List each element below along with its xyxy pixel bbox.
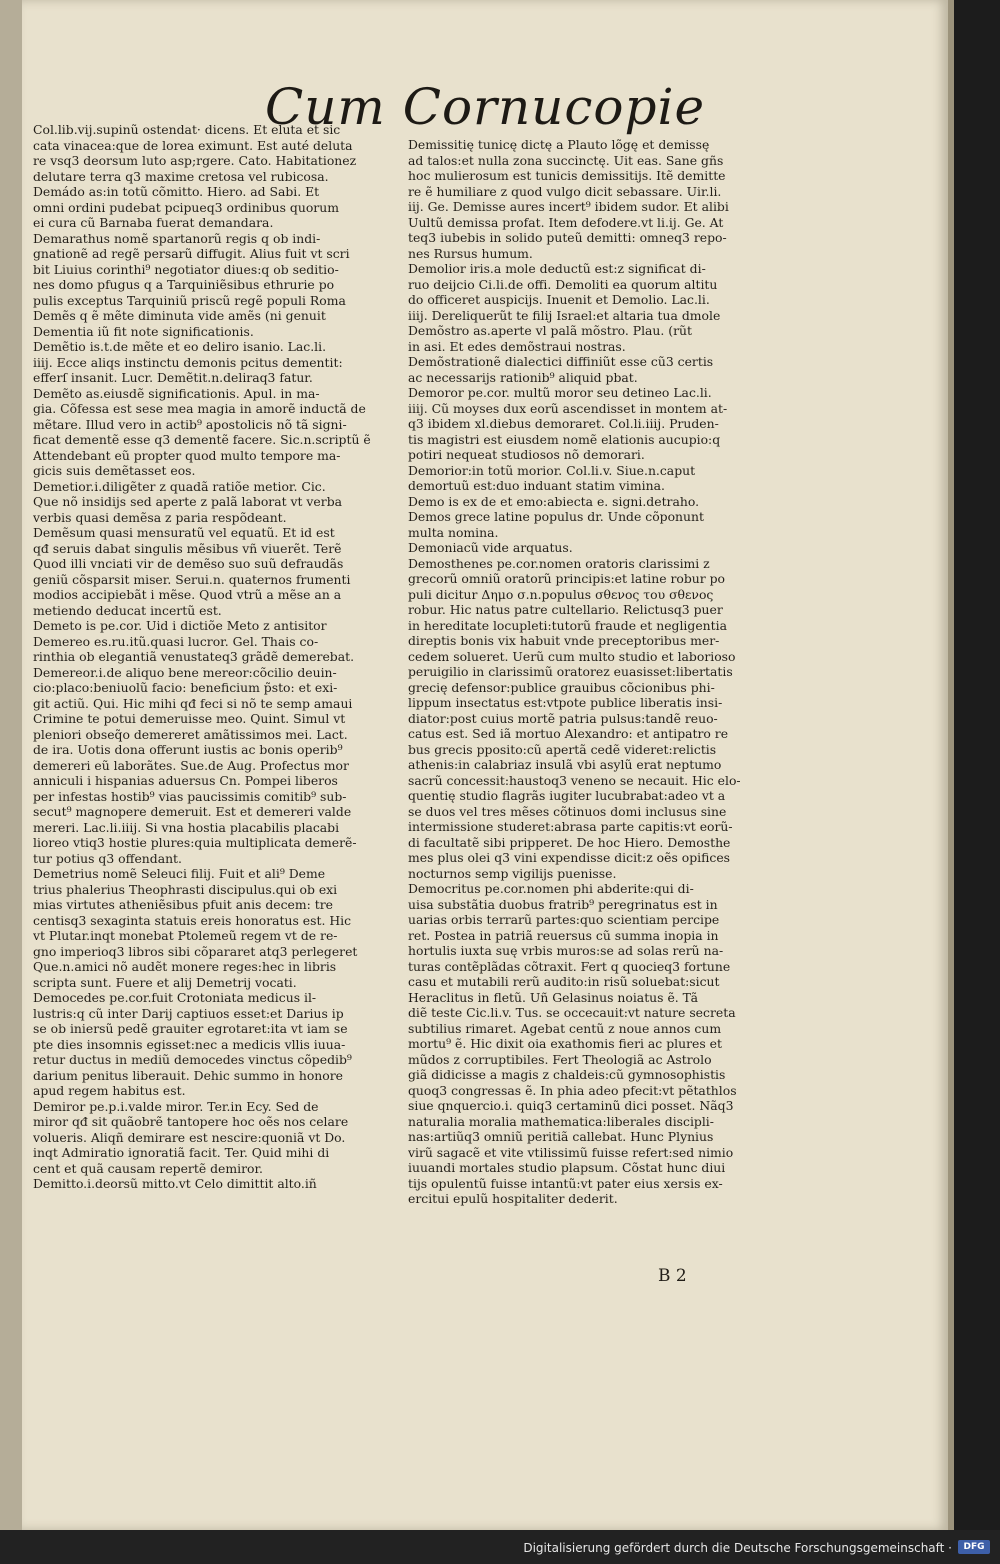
text-line: per infestas hostib⁹ vias paucissimis comitib⁹ sub-: [33, 788, 347, 804]
text-line: omni ordini pudebat pcipueq3 ordinibus quorum: [33, 199, 339, 215]
text-line: ac necessarijs rationib⁹ aliquid pbat.: [408, 369, 638, 385]
text-line: bit Liuius corinthi⁹ negotiator diues:q ob seditio-: [33, 261, 339, 277]
text-line: robur. Hic natus patre cultellario. Relictusq3 puer: [408, 602, 723, 617]
text-line: Col.lib.vij.supinũ ostendat· dicens. Et eluta et sic: [33, 122, 341, 137]
text-line: pulis exceptus Tarquiniũ priscũ regẽ populi Roma: [33, 292, 346, 308]
text-line: nocturnos semp vigilijs puenisse.: [408, 865, 617, 881]
text-line: mũdos z corruptibiles. Fert Theologiã ac Astrolo: [408, 1051, 712, 1067]
text-line: Demoror pe.cor. multũ moror seu detineo Lac.li.: [408, 385, 712, 400]
text-line: catus est. Sed iã mortuo Alexandro: et antipatro re: [408, 726, 729, 741]
text-line: darium penitus liberauit. Dehic summo in honore: [33, 1067, 343, 1083]
text-line: rinthia ob elegantiã venustateq3 grãdẽ demerebat.: [33, 649, 355, 664]
footer-bar: [0, 1530, 1000, 1564]
text-line: demereri eũ laborãtes. Sue.de Aug. Profectus mor: [33, 757, 349, 773]
text-line: Demõstrationẽ dialectici diffiniũt esse cũ3 certis: [408, 354, 714, 369]
text-line: iiij. Cũ moyses dux eorũ ascendisset in montem at-: [408, 400, 728, 416]
text-line: mias virtutes atheniẽsibus pfuit anis decem: tre: [33, 897, 333, 912]
text-line: Attendebant eũ propter quod multo tempore ma-: [33, 447, 341, 463]
text-line: Demitto.i.deorsũ mitto.vt Celo dimittit alto.iñ: [33, 1176, 317, 1191]
text-line: mereri. Lac.li.iiij. Si vna hostia placabilis placabi: [33, 819, 340, 835]
text-line: grecorũ omniũ oratorũ principis:et latine robur po: [408, 571, 726, 586]
text-line: Demarathus nomẽ spartanorũ regis q ob indi-: [33, 230, 321, 246]
text-line: Demẽs q ẽ mẽte diminuta vide amẽs (ni genuit: [33, 308, 326, 323]
scan-background-left: [0, 0, 22, 1530]
text-line: Demoniacũ vide arquatus.: [408, 540, 573, 555]
text-line: demortuũ est:duo induant statim vimina.: [408, 478, 665, 493]
page-edge: [948, 0, 954, 1530]
text-line: volueris. Aliqñ demirare est nescire:quoniã vt Do.: [33, 1129, 346, 1145]
text-line: Democritus pe.cor.nomen phi abderite:qui di-: [408, 881, 694, 896]
text-line: ei cura cũ Barnaba fuerat demandara.: [33, 215, 274, 230]
text-line: scripta sunt. Fuere et alij Demetrij vocati.: [33, 974, 297, 990]
text-line: gia. Cõfessa est sese mea magia in amorẽ inductã de: [33, 401, 366, 416]
text-line: bus grecis pposito:cũ apertã cedẽ videret:relictis: [408, 741, 717, 757]
text-line: gicis suis demẽtasset eos.: [33, 463, 196, 478]
text-line: q3 ibidem xl.diebus demoraret. Col.li.iiij. Pruden-: [408, 416, 719, 431]
text-line: gno imperioq3 libros sibi cõpararet atq3 perlegeret: [33, 943, 358, 959]
text-line: re vsq3 deorsum luto asp;rgere. Cato. Habitationez: [33, 153, 357, 168]
text-line: vt Plutar.inqt monebat Ptolemeũ regem vt de re-: [33, 928, 338, 943]
text-line: intermissione studeret:abrasa parte capitis:vt eorũ-: [408, 819, 733, 834]
text-line: Dementia iũ fit note significationis.: [33, 323, 254, 339]
text-line: Demosthenes pe.cor.nomen oratoris clarissimi z: [408, 555, 710, 571]
signature-mark: B 2: [658, 1266, 687, 1286]
text-line: nes domo pfugus q a Tarquiniẽsibus ethrurie po: [33, 277, 335, 292]
text-line: mẽtare. Illud vero in actib⁹ apostolicis nõ tã signi-: [33, 416, 347, 432]
text-line: Demos grece latine populus dr. Unde cõponunt: [408, 509, 704, 524]
text-line: Demẽsum quasi mensuratũ vel equatũ. Et id est: [33, 525, 335, 540]
text-line: direptis bonis vix habuit vnde preceptoribus mer-: [408, 633, 720, 648]
text-line: apud regem habitus est.: [33, 1083, 186, 1098]
text-line: quoq3 congressas ẽ. In phia adeo pfecit:vt pẽtathlos: [408, 1082, 737, 1098]
text-line: iij. Ge. Demisse aures incert⁹ ibidem sudor. Et alibi: [408, 199, 729, 214]
text-line: cata vinacea:que de lorea eximunt. Est auté deluta: [33, 137, 353, 153]
text-line: ficat dementẽ esse q3 dementẽ facere. Sic.n.scriptũ ẽ: [33, 432, 371, 447]
text-line: Demiror pe.p.i.valde miror. Ter.in Ecy. Sed de: [33, 1098, 319, 1114]
text-line: Demádo as:in totũ cõmitto. Hiero. ad Sabi. Et: [33, 184, 320, 199]
text-line: verbis quasi demẽsa z paria respõdeant.: [33, 509, 287, 525]
book-page: [22, 0, 948, 1530]
text-line: retur ductus in mediũ democedes vinctus cõpedib⁹: [33, 1052, 352, 1067]
text-line: Democedes pe.cor.fuit Crotoniata medicus il-: [33, 990, 317, 1005]
text-line: re ẽ humiliare z quod vulgo dicit sebassare. Uir.li.: [408, 183, 722, 199]
text-line: secut⁹ magnopere demeruit. Est et demereri valde: [33, 804, 352, 819]
text-line: miror qđ sit quãobrẽ tantopere hoc oẽs nos celare: [33, 1114, 349, 1129]
text-line: anniculi i hispanias aduersus Cn. Pompei liberos: [33, 773, 338, 788]
text-line: nes Rursus humum.: [408, 245, 533, 261]
text-line: sacrũ concessit:haustoq3 veneno se necauit. Hic elo-: [408, 772, 741, 788]
text-line: Demereo es.ru.itũ.quasi lucror. Gel. Thais co-: [33, 633, 319, 649]
text-line: Demorior:in totũ morior. Col.li.v. Siue.n.caput: [408, 462, 696, 478]
text-line: cedem solueret. Uerũ cum multo studio et laborioso: [408, 648, 736, 664]
text-line: subtilius rimaret. Agebat centũ z noue annos cum: [408, 1020, 722, 1036]
text-line: Demeto is pe.cor. Uid i dictiõe Meto z antisitor: [33, 618, 327, 633]
text-line: iiij. Ecce aliqs instinctu demonis pcitus dementit:: [33, 354, 343, 370]
dfg-logo-icon: DFG: [958, 1540, 990, 1554]
text-line: Heraclitus in fletũ. Uñ Gelasinus noiatus ẽ. Tã: [408, 989, 698, 1005]
text-line: virũ sagacẽ et vite vtilissimũ fuisse refert:sed nimio: [408, 1144, 734, 1160]
text-line: quentię studio flagrãs iugiter lucubrabat:adeo vt a: [408, 788, 726, 803]
text-line: centisq3 sexaginta statuis ereis honoratus est. Hic: [33, 912, 352, 928]
text-line: di facultatẽ sibi pripperet. De hoc Hiero. Demosthe: [408, 834, 731, 850]
text-line: turas contẽplãdas cõtraxit. Fert q quocieq3 fortune: [408, 958, 731, 974]
text-line: iiij. Dereliquerũt te filij Israel:et altaria tua dmole: [408, 307, 721, 323]
text-line: modios accipiebãt i mẽse. Quod vtrũ a mẽse an a: [33, 587, 342, 602]
text-line: gnationẽ ad regẽ persarũ diffugit. Alius fuit vt scri: [33, 246, 350, 261]
text-line: Demissitię tunicę dictę a Plauto lõgę et demissę: [408, 137, 710, 152]
text-line: tijs opulentũ fuisse intantũ:vt pater eius xersis ex-: [408, 1175, 723, 1191]
text-line: Demetrius nomẽ Seleuci filij. Fuit et ali⁹ Deme: [33, 866, 326, 881]
text-line: grecię defensor:publice grauibus cõcionibus phi-: [408, 679, 715, 695]
text-line: de ira. Uotis dona offerunt iustis ac bonis operib⁹: [33, 742, 343, 757]
text-line: peruigilio in clarissimũ oratorez euasisset:libertatis: [408, 664, 733, 679]
text-line: giã didicisse a magis z chaldeis:cũ gymnosophistis: [408, 1067, 726, 1082]
text-line: tis magistri est eiusdem nomẽ elationis aucupio:q: [408, 431, 721, 447]
text-line: uisa substãtia duobus fratrib⁹ peregrinatus est in: [408, 896, 718, 912]
text-line: Demẽto as.eiusdẽ significationis. Apul. in ma-: [33, 385, 320, 401]
text-line: metiendo deducat incertũ est.: [33, 602, 222, 618]
text-line: do officeret auspicijs. Inuenit et Demolio. Lac.li.: [408, 292, 710, 307]
text-line: Demereor.i.de aliquo bene mereor:cõcilio deuin-: [33, 664, 337, 680]
text-line: qđ seruis dabat singulis mẽsibus vñ viuerẽt. Terẽ: [33, 540, 342, 556]
text-line: inqt Admiratio ignoratiã facit. Ter. Quid mihi di: [33, 1145, 330, 1160]
running-head: Cum Cornucopie: [264, 78, 706, 136]
text-line: diator:post cuius mortẽ patria pulsus:tandẽ reuo-: [408, 710, 718, 726]
text-line: lippum insectatus est:vtpote publice liberatis insi-: [408, 695, 723, 710]
text-line: mortu⁹ ẽ. Hic dixit oia exathomis fieri ac plures et: [408, 1036, 722, 1051]
text-line: hortulis iuxta suę vrbis muros:se ad solas rerũ na-: [408, 943, 724, 958]
text-line: geniũ cõsparsit miser. Serui.n. quaternos frumenti: [33, 571, 351, 587]
text-line: athenis:in calabriaz insulã vbi asylũ erat neptumo: [408, 757, 722, 772]
text-line: se ob iniersũ pedẽ grauiter egrotaret:ita vt iam se: [33, 1021, 348, 1036]
text-line: hoc mulierosum est tunicis demissitijs. Itẽ demitte: [408, 168, 726, 183]
text-line: puli dicitur Δημο σ.n.populus σθενος του σθενος: [408, 586, 714, 602]
text-line: Demõstro as.aperte vl palã mõstro. Plau. (rũt: [408, 323, 693, 338]
text-line: trius phalerius Theophrasti discipulus.qui ob exi: [33, 881, 338, 897]
funding-note: Digitalisierung gefördert durch die Deutsche Forschungsgemeinschaft ·: [523, 1541, 952, 1555]
text-line: diẽ teste Cic.li.v. Tus. se occecauit:vt nature secreta: [408, 1005, 736, 1020]
text-line: Uultũ demissa profat. Item defodere.vt li.ij. Ge. At: [408, 214, 724, 230]
text-line: pleniori obseq̃o demereret amãtissimos mei. Lact.: [33, 726, 348, 742]
text-line: se duos vel tres mẽses cõtinuos domi inclusus sine: [408, 803, 727, 819]
text-line: in asi. Et edes demõstraui nostras.: [408, 338, 626, 354]
text-line: git actiũ. Qui. Hic mihi qđ feci si nõ te semp amaui: [33, 695, 353, 711]
text-line: Que.n.amici nõ audẽt monere reges:hec in libris: [33, 959, 337, 974]
text-line: uarias orbis terrarũ partes:quo scientiam percipe: [408, 912, 720, 927]
text-line: mes plus olei q3 vini expendisse dicit:z oẽs opifices: [408, 850, 731, 865]
text-line: teq3 iubebis in solido puteũ demitti: omneq3 repo-: [408, 230, 727, 245]
right-text-column: [408, 137, 788, 1207]
text-line: multa nomina.: [408, 524, 499, 540]
text-line: Demo is ex de et emo:abiecta e. signi.detraho.: [408, 493, 700, 509]
text-line: naturalia moralia mathematica:liberales discipli-: [408, 1113, 714, 1129]
text-line: Demẽtio is.t.de mẽte et eo deliro isanio. Lac.li.: [33, 339, 327, 354]
text-line: Demetior.i.diligẽter z quadã ratiõe metior. Cic.: [33, 478, 326, 494]
text-line: in hereditate locupleti:tutorũ fraude et negligentia: [408, 617, 727, 633]
text-line: delutare terra q3 maxime cretosa vel rubicosa.: [33, 168, 329, 184]
text-line: ret. Postea in patriã reuersus cũ summa inopia in: [408, 927, 719, 943]
text-line: tur potius q3 offendant.: [33, 850, 182, 866]
text-line: efferſ insanit. Lucr. Demẽtit.n.deliraq3 fatur.: [33, 370, 313, 385]
text-line: lioreo vtiq3 hostie plures:quia multiplicata demerẽ-: [33, 835, 357, 850]
text-line: Que nõ insidijs sed aperte z palã laborat vt verba: [33, 494, 343, 509]
text-line: pte dies insomnis egisset:nec a medicis vllis iuua-: [33, 1036, 346, 1052]
text-line: lustris:q cũ inter Darij captiuos esset:et Darius ip: [33, 1005, 344, 1021]
text-line: cent et quã causam repertẽ demiror.: [33, 1160, 263, 1176]
text-line: iuuandi mortales studio plapsum. Cõstat hunc diui: [408, 1160, 726, 1175]
text-line: Demolior iris.a mole deductũ est:z significat di-: [408, 261, 706, 276]
text-line: cio:placo:beniuolũ facio: beneficium p̃sto: et exi-: [33, 680, 338, 695]
text-line: ad talos:et nulla zona succinctę. Uit eas. Sane gñs: [408, 152, 724, 168]
text-line: potiri nequeat studiosos nõ demorari.: [408, 447, 645, 462]
text-line: Quod illi vnciati vir de demẽso suo suũ defraudãs: [33, 556, 344, 571]
text-line: casu et mutabili rerũ audito:in risũ soluebat:sicut: [408, 974, 720, 989]
text-line: siue qnquercio.i. quiq3 certaminũ dici posset. Nãq3: [408, 1098, 734, 1113]
text-line: Crimine te potui demeruisse meo. Quint. Simul vt: [33, 711, 346, 726]
text-line: ercitui epulũ hospitaliter dederit.: [408, 1191, 618, 1206]
left-text-column: [33, 122, 405, 1192]
text-line: nas:artiũq3 omniũ peritiã callebat. Hunc Plynius: [408, 1129, 714, 1144]
text-line: ruo deijcio Ci.li.de offi. Demoliti ea quorum altitu: [408, 276, 718, 292]
